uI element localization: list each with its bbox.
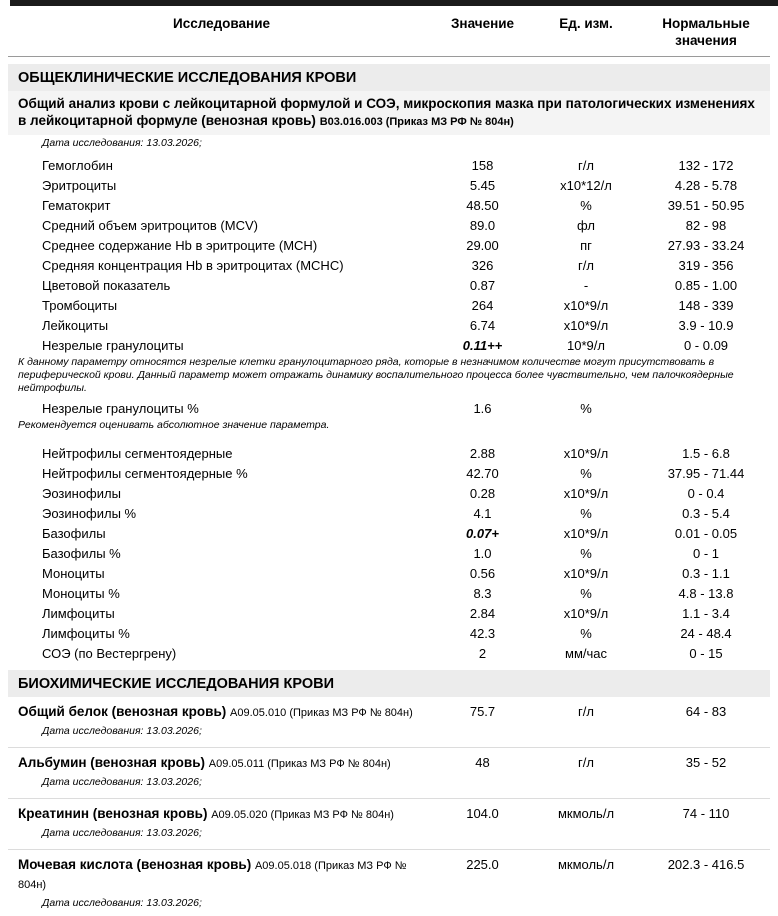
- analyte-name: [8, 754, 435, 773]
- test-unit: пг: [580, 237, 592, 253]
- table-row: [8, 543, 770, 563]
- table-row: [8, 804, 770, 824]
- column-header-norm: Нормальные значения: [662, 16, 750, 48]
- test-value: 104.0: [466, 805, 499, 821]
- test-norm: 74 - 110: [682, 805, 730, 821]
- analyte-title: Мочевая кислота (венозная кровь): [18, 856, 255, 872]
- test-unit: %: [580, 585, 592, 601]
- test-unit: %: [580, 465, 592, 481]
- test-value: 264: [471, 297, 494, 313]
- analyte-code: А09.05.010 (Приказ МЗ РФ № 804н): [230, 706, 413, 719]
- test-norm: 39.51 - 50.95: [667, 197, 745, 213]
- test-name: Гемоглобин: [42, 157, 113, 173]
- test-value: 1.0: [473, 545, 492, 561]
- test-norm: 35 - 52: [685, 754, 727, 770]
- table-row: [8, 315, 770, 335]
- test-norm: 0 - 15: [689, 645, 723, 661]
- test-value: 0.07+: [466, 525, 499, 541]
- test-norm: 1.1 - 3.4: [682, 605, 730, 621]
- panel-date: Дата исследования: 13.03.2026;: [42, 137, 202, 149]
- test-value: 8.3: [473, 585, 492, 601]
- test-name: Средняя концентрация Hb в эритроцитах (MCHC): [42, 257, 344, 273]
- test-unit: х10*12/л: [560, 177, 612, 193]
- test-name: Лимфоциты %: [42, 625, 130, 641]
- test-value: 48: [475, 754, 490, 770]
- test-unit: %: [580, 197, 592, 213]
- test-value: 0.56: [469, 565, 496, 581]
- test-note: Рекомендуется оценивать абсолютное значение параметра.: [18, 419, 330, 431]
- table-header: [8, 6, 770, 57]
- test-name: Базофилы: [42, 525, 106, 541]
- column-header-test: Исследование: [172, 16, 271, 31]
- test-value: 48.50: [466, 197, 499, 213]
- test-name: Среднее содержание Hb в эритроците (MCH): [42, 237, 318, 253]
- table-row: [8, 443, 770, 463]
- test-unit: х10*9/л: [563, 525, 609, 541]
- test-value: 0.87: [469, 277, 496, 293]
- table-row: [8, 643, 770, 663]
- test-norm: 202.3 - 416.5: [667, 856, 745, 872]
- analyte-date: Дата исследования: 13.03.2026;: [42, 827, 202, 839]
- analyte-code: А09.05.020 (Приказ МЗ РФ № 804н): [211, 808, 394, 821]
- test-norm: 3.9 - 10.9: [678, 317, 734, 333]
- test-norm: 0 - 0.4: [687, 485, 725, 501]
- test-norm: 4.28 - 5.78: [674, 177, 738, 193]
- test-unit: х10*9/л: [563, 605, 609, 621]
- table-row: [8, 753, 770, 773]
- test-name: Тромбоциты: [42, 297, 118, 313]
- test-name: Лимфоциты: [42, 605, 115, 621]
- table-row: [8, 702, 770, 722]
- test-unit: г/л: [578, 754, 594, 770]
- test-value: 29.00: [466, 237, 499, 253]
- analyte-title: Креатинин (венозная кровь): [18, 805, 212, 821]
- test-value: 89.0: [469, 217, 496, 233]
- test-norm: 24 - 48.4: [680, 625, 732, 641]
- test-norm: 148 - 339: [678, 297, 734, 313]
- table-row: [8, 155, 770, 175]
- test-unit: х10*9/л: [563, 485, 609, 501]
- table-row: [8, 603, 770, 623]
- test-unit: х10*9/л: [563, 565, 609, 581]
- test-name: Эозинофилы: [42, 485, 121, 501]
- table-row: [8, 523, 770, 543]
- test-note: К данному параметру относятся незрелые клетки гранулоцитарного ряда, которые в незначимом количестве могут присутствовать в периферической крови. Данный параметр может отражать динамику воспалительного процесса более чувствительно, чем палочкоядерные нейтрофилы.: [18, 356, 734, 394]
- test-name: Лейкоциты: [42, 317, 109, 333]
- test-value: 6.74: [469, 317, 496, 333]
- analyte-block: [8, 849, 770, 916]
- report-body: [8, 64, 770, 916]
- table-row: [8, 295, 770, 315]
- table-row: [8, 855, 770, 894]
- test-norm: 27.93 - 33.24: [667, 237, 745, 253]
- test-unit: %: [580, 625, 592, 641]
- test-value: 0.11++: [462, 337, 503, 353]
- test-name: Эритроциты: [42, 177, 117, 193]
- table-row: [8, 215, 770, 235]
- test-unit: %: [580, 400, 592, 416]
- test-name: Нейтрофилы сегментоядерные %: [42, 465, 248, 481]
- analyte-block: [8, 798, 770, 846]
- panel-title: [8, 91, 770, 135]
- test-norm: 82 - 98: [685, 217, 727, 233]
- test-value: 2.84: [469, 605, 496, 621]
- test-name: Эозинофилы %: [42, 505, 137, 521]
- column-header-value: Значение: [450, 16, 515, 31]
- test-unit: фл: [577, 217, 595, 233]
- test-value: 326: [471, 257, 494, 273]
- analyte-block: [8, 697, 770, 744]
- test-name: Незрелые гранулоциты: [42, 337, 184, 353]
- test-unit: %: [580, 545, 592, 561]
- test-unit: -: [583, 277, 589, 293]
- test-name: Базофилы %: [42, 545, 121, 561]
- analyte-code: А09.05.011 (Приказ МЗ РФ № 804н): [208, 757, 391, 770]
- test-value: 4.1: [473, 505, 492, 521]
- test-unit: г/л: [578, 257, 594, 273]
- test-norm: 0.3 - 1.1: [682, 565, 730, 581]
- test-norm: 132 - 172: [678, 157, 734, 173]
- test-unit: г/л: [578, 703, 594, 719]
- table-row: [8, 235, 770, 255]
- panel-code: В03.016.003 (Приказ МЗ РФ № 804н): [319, 116, 514, 128]
- analyte-title: Альбумин (венозная кровь): [18, 754, 209, 770]
- test-value: 158: [471, 157, 494, 173]
- test-unit: 10*9/л: [567, 337, 605, 353]
- test-value: 0.28: [469, 485, 496, 501]
- panel-name: Общий анализ крови с лейкоцитарной формулой и СОЭ, микроскопия мазка при патологических изменениях в лейкоцитарной формуле (венозная кровь): [18, 96, 755, 128]
- table-row: [8, 503, 770, 523]
- analyte-name: [8, 805, 435, 824]
- test-unit: х10*9/л: [563, 317, 609, 333]
- test-norm: 0.85 - 1.00: [674, 277, 738, 293]
- analyte-date: Дата исследования: 13.03.2026;: [42, 725, 202, 737]
- section-title: БИОХИМИЧЕСКИЕ ИССЛЕДОВАНИЯ КРОВИ: [8, 670, 770, 697]
- test-norm: 0 - 0.09: [683, 337, 729, 353]
- test-name: Гематокрит: [42, 197, 111, 213]
- test-name: Нейтрофилы сегментоядерные: [42, 445, 233, 461]
- analyte-title: Общий белок (венозная кровь): [18, 703, 231, 719]
- test-name: Средний объем эритроцитов (MCV): [42, 217, 258, 233]
- test-name: СОЭ (по Вестергрену): [42, 645, 177, 661]
- test-value: 225.0: [466, 856, 499, 872]
- table-row: [8, 563, 770, 583]
- test-unit: %: [580, 505, 592, 521]
- test-norm: 0 - 1: [692, 545, 719, 561]
- test-norm: 37.95 - 71.44: [667, 465, 745, 481]
- test-value: 1.6: [473, 400, 492, 416]
- table-row: [8, 583, 770, 603]
- test-unit: х10*9/л: [563, 297, 609, 313]
- test-name: Незрелые гранулоциты %: [42, 400, 199, 416]
- table-row: [8, 463, 770, 483]
- test-value: 5.45: [469, 177, 496, 193]
- test-norm: 319 - 356: [678, 257, 734, 273]
- test-unit: мм/час: [565, 645, 607, 661]
- analyte-block: [8, 747, 770, 795]
- table-row: [8, 335, 770, 355]
- table-row: [8, 398, 770, 418]
- test-value: 42.70: [466, 465, 499, 481]
- test-value: 2: [478, 645, 487, 661]
- analyte-code: А09.05.018 (Приказ МЗ РФ № 804н): [18, 859, 407, 891]
- test-value: 2.88: [469, 445, 496, 461]
- test-unit: г/л: [578, 157, 594, 173]
- test-unit: х10*9/л: [563, 445, 609, 461]
- test-unit: мкмоль/л: [557, 805, 615, 821]
- table-row: [8, 255, 770, 275]
- table-row: [8, 195, 770, 215]
- analyte-name: [8, 856, 435, 894]
- test-name: Моноциты %: [42, 585, 120, 601]
- test-value: 42.3: [469, 625, 496, 641]
- test-norm: 0.3 - 5.4: [682, 505, 730, 521]
- table-row: [8, 175, 770, 195]
- table-row: [8, 275, 770, 295]
- test-name: Цветовой показатель: [42, 277, 171, 293]
- analyte-name: [8, 703, 435, 722]
- test-norm: 64 - 83: [685, 703, 727, 719]
- test-name: Моноциты: [42, 565, 105, 581]
- test-value: 75.7: [469, 703, 496, 719]
- analyte-date: Дата исследования: 13.03.2026;: [42, 897, 202, 909]
- test-norm: 0.01 - 0.05: [674, 525, 738, 541]
- test-norm: 4.8 - 13.8: [678, 585, 734, 601]
- section-title: ОБЩЕКЛИНИЧЕСКИЕ ИССЛЕДОВАНИЯ КРОВИ: [8, 64, 770, 91]
- table-row: [8, 623, 770, 643]
- table-row: [8, 483, 770, 503]
- test-norm: 1.5 - 6.8: [682, 445, 730, 461]
- column-header-unit: Ед. изм.: [559, 16, 613, 31]
- analyte-date: Дата исследования: 13.03.2026;: [42, 776, 202, 788]
- test-unit: мкмоль/л: [557, 856, 615, 872]
